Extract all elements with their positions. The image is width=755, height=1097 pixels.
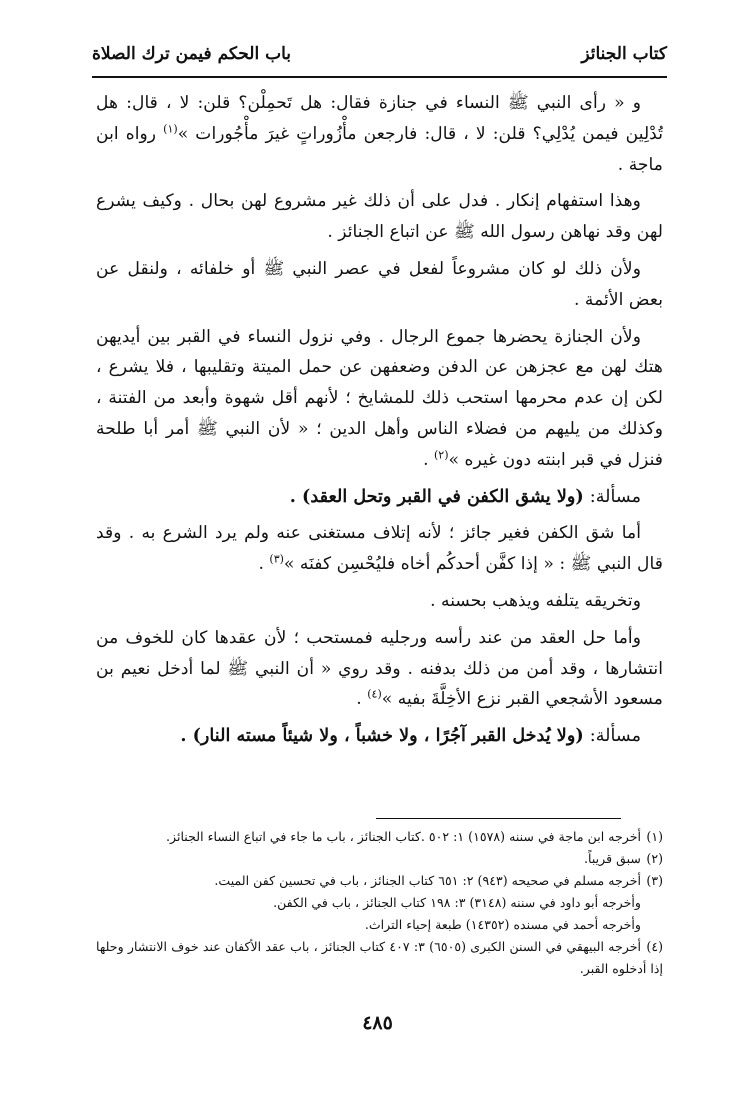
footnote-divider [376, 818, 621, 819]
chapter-title: باب الحكم فيمن ترك الصلاة [92, 44, 292, 64]
footnote-number: (٤) [646, 939, 663, 954]
footnote-text: أخرجه مسلم في صحيحه (٩٤٣) ٢: ٦٥١ كتاب الجنائز ، باب في تحسين كفن الميت. [214, 873, 641, 888]
main-text [96, 88, 663, 752]
footnote-number: (٢) [646, 851, 663, 866]
footnote-number: (١) [646, 829, 663, 844]
paragraph-5 [96, 518, 663, 580]
footnote-ref-2: (٢) [434, 448, 449, 462]
issue-label: مسألة: [589, 726, 641, 747]
issue-label: مسألة: [589, 486, 641, 507]
paragraph-3: ولأن ذلك لو كان مشروعاً لفعل في عصر النبي ﷺ أو خلفائه ، ولنقل عن بعض الأئمة . [96, 258, 663, 310]
footnote-2 [96, 848, 663, 870]
paragraph-4 [96, 322, 663, 476]
footnote-3-continued-a [96, 892, 663, 914]
paragraph-2: وهذا استفهام إنكار . فدل على أن ذلك غير مشروع لهن بحال . وكيف يشرع لهن وقد نهاهن رسول الله ﷺ عن اتباع الجنائز . [96, 191, 663, 243]
footnote-text: سبق قريباً. [584, 851, 641, 866]
paragraph-7 [96, 623, 663, 715]
footnote-ref-3: (٣) [269, 552, 284, 566]
paragraph-1-text: و « رأى النبي ﷺ النساء في جنازة فقال: هل تَحمِلْن؟ قلن: لا ، قال: هل تُدْلِين فيمن يُدْلِي؟ قلن: لا ، قال: فارجعن مأْزُوراتٍ غيرَ مأْجُورات » [96, 93, 663, 144]
paragraph-1-tail: رواه ابن ماجة . [96, 123, 663, 175]
page-number: ٤٨٥ [362, 1012, 393, 1034]
issue-heading-1 [96, 482, 663, 513]
paragraph-4-tail: . [423, 449, 434, 470]
paragraph-6: وتخريقه يتلفه ويذهب بحسنه . [430, 590, 641, 611]
footnote-3 [96, 870, 663, 892]
footnote-number: (٣) [646, 873, 663, 888]
footnotes [96, 826, 663, 980]
footnote-3-continued-b [96, 914, 663, 936]
issue-text: (ولا يشق الكفن في القبر وتحل العقد) . [289, 485, 590, 507]
paragraph-5-tail: . [258, 554, 270, 575]
issue-text: (ولا يُدخل القبر آجُرًا ، ولا خشباً ، ولا شيئاً مسته النار) . [180, 725, 590, 747]
running-header [92, 36, 667, 78]
paragraph-5-text: أما شق الكفن فغير جائز ؛ لأنه إتلاف مستغنى عنه ولم يرد الشرع به . وقد قال النبي ﷺ : « إذا كفَّن أحدكُم أخاه فليُحْسِن كفنَه » [96, 523, 663, 575]
paragraph-7-text: وأما حل العقد من عند رأسه ورجليه فمستحب ؛ لأن عقدها كان للخوف من انتشارها ، وقد أمن من ذلك بدفنه . وقد روي « أن النبي ﷺ لما أدخل نعيم بن مسعود الأشجعي القبر نزع الأخِلَّةَ بفيه » [96, 627, 663, 710]
footnote-1 [96, 826, 663, 848]
footnote-text: وأخرجه أحمد في مسنده (١٤٣٥٢) طبعة إحياء التراث. [364, 917, 641, 932]
footnote-ref-1: (١) [163, 122, 178, 136]
paragraph-7-tail: . [356, 689, 368, 710]
footnote-text: أخرجه البيهقي في السنن الكبرى (٦٥٠٥) ٣: ٤٠٧ كتاب الجنائز ، باب عقد الأكفان عند خوف الانتشار وحلها إذا أدخلوه القبر. [96, 939, 663, 976]
paragraph-1 [96, 88, 663, 180]
footnote-4 [96, 936, 663, 980]
footnote-text: أخرجه ابن ماجة في سننه (١٥٧٨) ١: ٥٠٢ .كتاب الجنائز ، باب ما جاء في اتباع النساء الجنائز. [166, 829, 641, 844]
book-title: كتاب الجنائز [581, 44, 667, 64]
footnote-ref-4: (٤) [367, 687, 382, 701]
footnote-text: وأخرجه أبو داود في سننه (٣١٤٨) ٣: ١٩٨ كتاب الجنائز ، باب في الكفن. [273, 895, 641, 910]
issue-heading-2 [96, 721, 663, 752]
paragraph-4-text: ولأن الجنازة يحضرها جموع الرجال . وفي نزول النساء في القبر بين أيديهن هتك لهن مع عجزهن عن الدفن وضعفهن عن حمل الميتة وتقليبها ، فلا يشرع ، لكن إن عدم محرمها استحب ذلك للمشايخ ؛ لأنهم أقل شهوة وأبعد من الفتنة ، وكذلك من يليهم من فضلاء الناس وأهل الدين ؛ « لأن النبي ﷺ أمر أبا طلحة فنزل في قبر ابنته دون غيره » [96, 326, 663, 470]
